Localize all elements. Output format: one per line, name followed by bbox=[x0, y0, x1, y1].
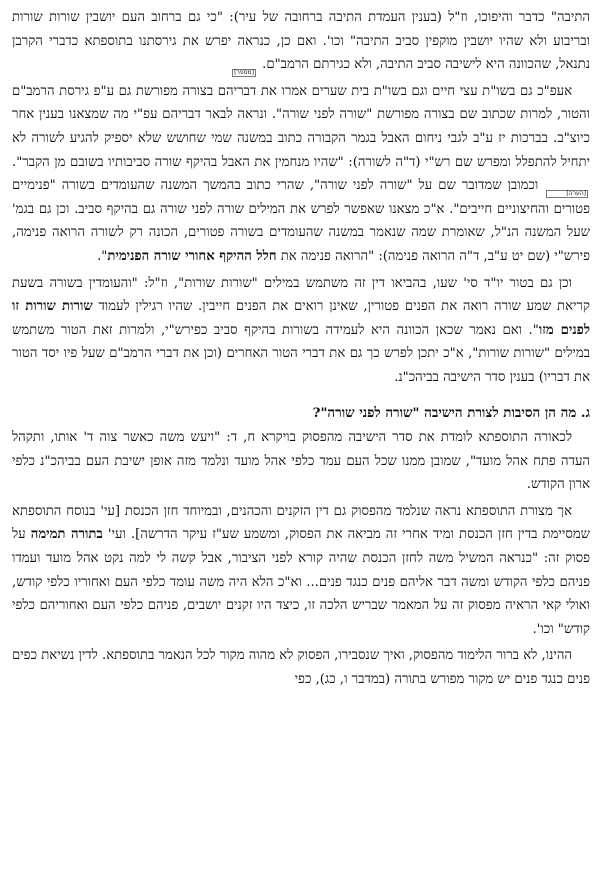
section-heading: ג. מה הן הסיבות לצורת הישיבה "שורה לפני שורה"? bbox=[312, 404, 590, 421]
paragraph-5-bold: בתורה תמימה bbox=[30, 527, 103, 543]
paragraph-1-text: התיבה" כדבר והיפוכו, וז"ל (בענין העמדת התיבה ברחובה של עיר): "כי גם ברחוב העם יושבין שורות שורות ובריבוע ולא שהיו יושבין מוקפין סביב התיבה" וכו'. ואם כן, כנראה יפרש את גירסתנו בתוספתא כדברי הקרבן נתנאל, שהכוונה היא לישיבה סביב התיבה, ולא כגירתם הרמב"ם. bbox=[12, 10, 590, 73]
paragraph-6 bbox=[12, 644, 590, 691]
paragraph-3-part1: וכן גם בטור יו"ד סי' שעו, בהביאו דין זה משתמש במילים "שורות שורות", וז"ל: "והעומדין בשורה בשעת קריאת שמע שורה רואה את הפנים פטורין, שאינן רואים את הפנים חייבין. שהיו רגילין לעמוד bbox=[12, 275, 590, 315]
paragraph-3-part2: ". ואם נאמר שכאן הכוונה היא לעמידה בשורות בהיקף סביב כפירש"י, ולמרות זאת הטור משתמש במילים "שורות שורות", א"כ יתכן לפרש כך גם את דברי הטור האחרים (וכן את דברי הרמב"ם שעל פיו יסד הטור את דבריו) בענין סדר הישיבה בביהכ"נ. bbox=[12, 322, 590, 385]
margin-note: [מספר] bbox=[234, 68, 254, 76]
paragraph-2-part1: אעפ"כ גם בשו"ת עצי חיים וגם בשו"ת בית שערים אמרו את דבריהם בצורה מפורשת גם ע"פ גירסת הרמב"ם והטור, למרות שכתוב שם בצורה מפורשת "שורה לפני שורה". ונראה לבאר דבריהם עפ"י מה שמצאנו בענין אחר כיוצ"ב. בברכות יז ע"ב לגבי ניחום האבל בגמר הקבורה כתוב במשנה שמי שחושש שלא יספיק להגיע לשורה לא יתחיל להתפלל ומפרש שם רש"י (ד"ה לשורה): "שהיו מנחמין את האבל בהיקף שורה סביבותיו בשובם מן הקבר". bbox=[12, 83, 590, 170]
paragraph-2-part2: וכמובן שמדובר שם על "שורה לפני שורה", שהרי כתוב בהמשך המשנה שהעומדים בשורה "פנימיים פטורים והחיצוניים חייבים". א"כ מצאנו שאפשר לפרש את המילים שורה לפני שורה גם בהיקף סביב. וכן גם בגמ' שעל המשנה הנ"ל, שאומרת שמה שנאמר במשנה שהעומדים בשורה פטורים, הכונה רק לשורה הרואה פנימה, פירש"י (שם יט ע"ב, ד"ה הרואה פנימה): bbox=[12, 178, 590, 264]
paragraph-1 bbox=[12, 6, 590, 77]
paragraph-6-text: ההינו, לא ברור הלימוד מהפסוק, ואיך שנסבירו, הפסוק לא מהוה מקור לכל הנאמר בתוספתא. לדין נשיאת כפים פנים כנגד פנים יש מקור מפורש בתורה (במדבר ו, כג), כפי bbox=[12, 648, 590, 688]
paragraph-5 bbox=[12, 500, 590, 642]
inline-note: [הערה] bbox=[546, 190, 588, 198]
paragraph-4-text: לכאורה התוספתא לומדת את סדר הישיבה מהפסוק בויקרא ח, ד: "ויעש משה כאשר צוה ד' אותו, ותקהל העדה פתח אהל מועד", שמובן ממנו שכל העם עמד כלפי אהל מועד ונלמד מזה אופן ישיבת העם בביהכ"נ כלפי ארון הקודש. bbox=[12, 430, 590, 493]
rashi-quote-bold: חלל ההיקף אחורי שורה הפנימית bbox=[107, 248, 277, 264]
paragraph-5-part1: אך מצורת התוספתא נראה שנלמד מהפסוק גם דין הזקנים והכהנים, ובמיוחד חזן הכנסת [עי' בנוסח התוספתא שמסיימת בדין חזן הכנסת ומיד אחרי זה מביאה את הפסוק, ומשמע שע"ז עיקר הדרשה]. ועי' bbox=[12, 503, 590, 543]
paragraph-3-bold: שורות שורות זו לפנים מזו bbox=[12, 299, 590, 338]
paragraph-5-part2: על פסוק זה: "כנראה המשיל משה לחזן הכנסת שהיה קורא לפני הציבור, אבל קשה לי למה נקט אהל מועד ועמדו פניהם כלפי הקודש ומשה דבר אליהם פנים כנגד פנים... וא"כ הלא היה משה עומד כלפי העם ואחוריו כלפי קודש, ואולי קאי הראיה מפסוק זה על המאמר שבריש הלכה זו, כיצד היו זקנים יושבים, פניהם כלפי העם ואחוריהם כלפי קודש" וכו'. bbox=[12, 527, 590, 637]
paragraph-3 bbox=[12, 272, 590, 390]
paragraph-2 bbox=[12, 80, 590, 269]
rashi-quote-end: ". bbox=[97, 248, 108, 264]
rashi-quote-start: "הרואה פנימה את bbox=[276, 248, 375, 264]
rashi-quote bbox=[97, 249, 374, 264]
paragraph-4 bbox=[12, 426, 590, 497]
